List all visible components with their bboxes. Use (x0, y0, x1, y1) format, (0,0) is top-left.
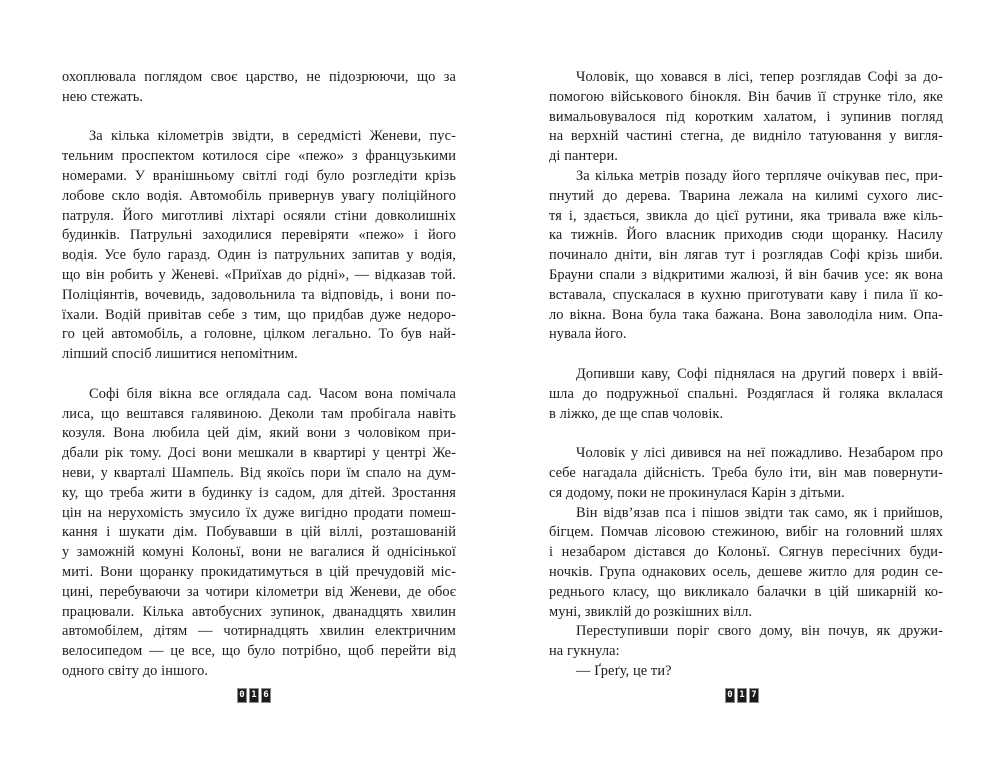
text-line: їхали. Водій привітав себе з тим, що придбав дуже недоро- (62, 306, 456, 323)
text-line: тельним проспектом котилося сіре «пежо» з французькими (62, 148, 456, 165)
text-line: себе нагадала дійсність. Треба було іти, він мав повернути- (549, 464, 943, 481)
text-line: Брауни спали з відкритими жалюзі, й він бачив усе: як вона (549, 266, 943, 283)
text-line: помогою військового бінокля. Він бачив її струнке тіло, яке (549, 88, 943, 105)
text-line: цині, перебуваючи за чотири кілометри від Женеви, де обоє (62, 583, 456, 600)
text-line: го цей автомобіль, а головне, цілком легально. То був най- (62, 326, 456, 343)
text-line: дбали рік тому. Досі вони мешкали в квартирі у центрі Же- (62, 445, 456, 462)
text-line: нувала його. (549, 326, 627, 343)
page-right-text-column (549, 68, 943, 682)
text-line: Чоловік у лісі дивився на неї пожадливо. Незабаром про (576, 445, 943, 462)
text-line: вимальовувалося під коротким халатом, і зупинив погляд (549, 108, 943, 125)
text-line: За кілька метрів позаду його терпляче очікував пес, при- (576, 167, 943, 184)
text-line: працювали. Кілька автобусних зупинок, дванадцять хвилин (62, 603, 456, 620)
text-line: тя і, здається, звикла до цієї рутини, яка тривала вже кіль- (549, 207, 943, 224)
text-line: охоплювала поглядом своє царство, не підозрюючи, що за (62, 69, 456, 85)
text-line: номерами. У вранішньому світлі годі було розгледіти крізь (62, 167, 456, 184)
paragraph (62, 385, 456, 682)
text-line: лобове скло водія. Автомобіль привернув увагу поліційного (62, 187, 456, 204)
page-number-digit: 6 (261, 688, 271, 703)
text-line: неви, у кварталі Шампель. Від якоїсь пори їм спало на дум- (62, 464, 456, 481)
text-line: водія. Усе було гаразд. Один із патрульних запитав у водія, (62, 247, 456, 264)
text-line: ка тижнів. Його власник приходив сюди щоранку. Насилу (549, 227, 943, 244)
text-line: патруля. Його миготливі ліхтарі осяяли стіни довколишніх (62, 207, 456, 224)
text-line: шла до подружньої спальні. Роздяглася й голяка вклалася (549, 385, 943, 402)
text-line: Допивши каву, Софі піднялася на другий поверх і ввій- (576, 365, 943, 382)
text-line: цін на нерухомість змусило їх дуже вигідно продати помеш- (62, 504, 456, 521)
page-number-left (237, 688, 271, 703)
text-line: ночків. Група однакових осель, дешеве житло для родин се- (549, 563, 943, 580)
text-line: і незабаром дістався до Колоньї. Сягнув пересічних буди- (549, 544, 943, 561)
text-line: козуля. Вона любила цей дім, який вони з чоловіком при- (62, 425, 456, 442)
text-line: починало дніти, він лягав тут і розглядав Софі крізь шиби. (549, 247, 943, 264)
text-line: пнутий до дерева. Тварина лежала на килимі сухого лис- (549, 187, 943, 204)
paragraph (549, 444, 943, 503)
page-number-right (725, 688, 759, 703)
text-line: одного світу до іншого. (62, 662, 209, 679)
text-line: Він відв’язав пса і пішов звідти так само, як і прийшов, (576, 504, 943, 521)
text-line: ло вікна. Вона була така бажана. Вона заволоділа ним. Опа- (549, 306, 943, 323)
text-line: ді пантери. (549, 148, 618, 165)
text-line: велосипедом — це все, що було потрібно, щоб перейти від (62, 643, 456, 660)
text-line: вставала, спускалася в кухню приготувати каву і пила її ко- (549, 286, 943, 303)
text-line: лиса, що вештався галявиною. Деколи там пробігала навіть (62, 405, 456, 422)
paragraph (549, 365, 943, 424)
page-number-digit: 1 (249, 688, 259, 703)
text-line: Поліціянтів, вочевидь, задовольнила та відповідь, і вони по- (62, 286, 456, 303)
text-line: у заможній комуні Колоньї, вони не вагалися й однісінької (62, 544, 456, 561)
text-line: нею стежать. (62, 88, 144, 105)
page-number-digit: 1 (737, 688, 747, 703)
text-line: на верхній частині стегна, де видніло татуювання у вигля- (549, 128, 943, 145)
text-line: автомобілем, дітям — чотирнадцять хвилин електричним (62, 623, 456, 640)
text-line: бігцем. Помчав лісовою стежиною, вибіг на головний шлях (549, 524, 943, 541)
text-line: За кілька кілометрів звідти, в середмісті Женеви, пус- (89, 128, 456, 145)
page-number-digit: 0 (725, 688, 735, 703)
text-line: ся додому, поки не прокинулася Карін з дітьми. (549, 484, 845, 501)
paragraph (549, 622, 943, 662)
text-line: на гукнула: (549, 643, 620, 660)
paragraph (62, 127, 456, 365)
page-number-digit: 0 (237, 688, 247, 703)
text-line: реднього класу, що викликало балачки в цій шикарній ко- (549, 583, 943, 600)
text-line: будинків. Патрульні заходилися перевіряти «пежо» і його (62, 227, 456, 244)
text-line: ку, що треба жити в будинку із садом, для дітей. Зростання (62, 484, 456, 501)
paragraph (549, 662, 943, 682)
paragraph (62, 68, 456, 108)
text-line: Переступивши поріг свого дому, він почув, як дружи- (576, 623, 943, 640)
text-line: — Ґреґу, це ти? (576, 662, 672, 679)
text-line: що він робить у Женеві. «Приїхав до рідні», — відказав той. (62, 266, 456, 283)
text-line: Софі біля вікна все оглядала сад. Часом вона помічала (89, 385, 456, 402)
text-line: в ліжко, де ще спав чоловік. (549, 405, 724, 422)
text-line: кання і шукати дім. Побувавши в цій віллі, розташованій (62, 524, 456, 541)
page-left-text-column (62, 68, 456, 682)
paragraph (549, 68, 943, 167)
text-line: ліпший спосіб лишитися непомітним. (62, 346, 298, 363)
text-line: Чоловік, що ховався в лісі, тепер розглядав Софі за до- (576, 69, 943, 85)
text-line: миті. Вони щоранку прокидатимуться в цій пречудовій міс- (62, 563, 456, 580)
page-number-digit: 7 (749, 688, 759, 703)
paragraph (549, 167, 943, 345)
paragraph (549, 504, 943, 623)
text-line: муні, звиклій до розкішних вілл. (549, 603, 753, 620)
